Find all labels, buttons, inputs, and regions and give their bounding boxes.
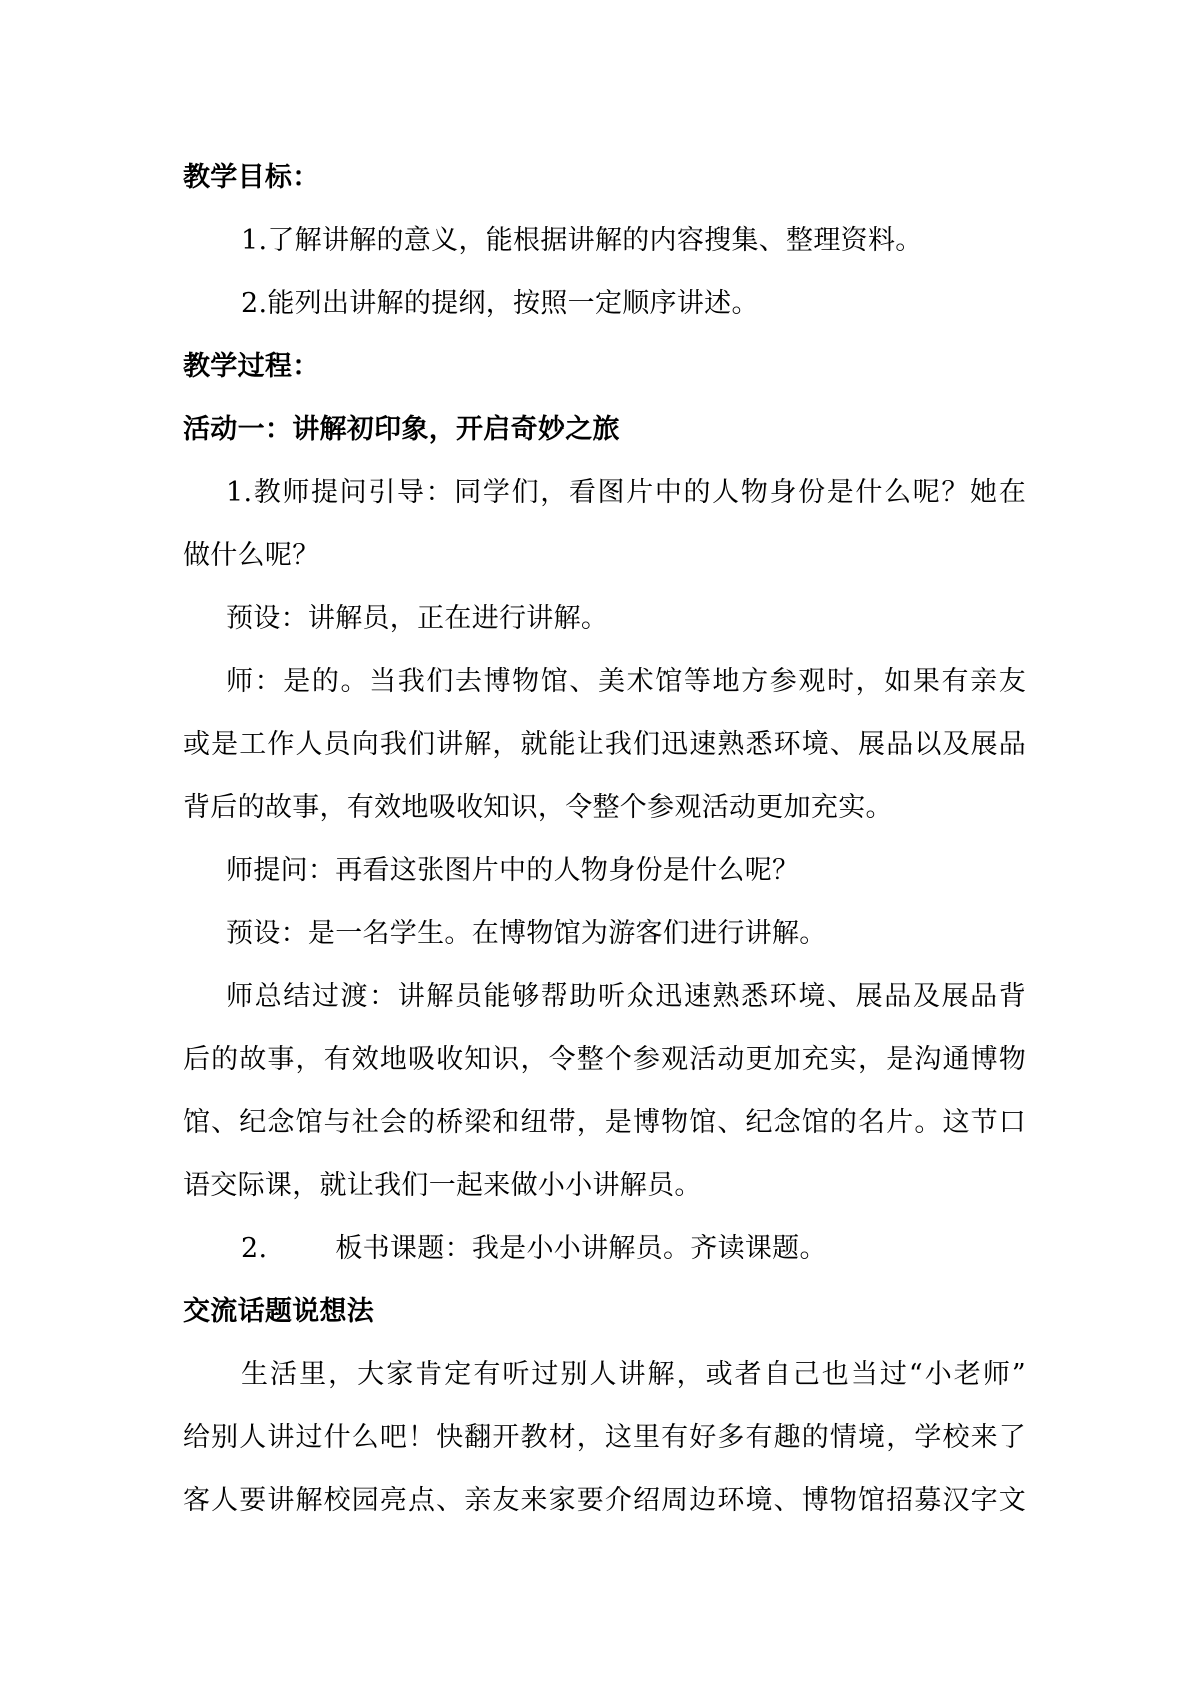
- goal-item-1: 1.了解讲解的意义，能根据讲解的内容搜集、整理资料。: [241, 225, 923, 256]
- topic-heading: 交流话题说想法: [183, 1296, 375, 1327]
- teaching-goals-heading: 教学目标：: [183, 162, 320, 193]
- summary-line-1: 师总结过渡：讲解员能够帮助听众迅速熟悉环境、展品及展品背: [226, 981, 1026, 1012]
- teacher-line-3: 背后的故事，有效地吸收知识，令整个参观活动更加充实。: [183, 792, 893, 823]
- question-line-1: 1.教师提问引导：同学们，看图片中的人物身份是什么呢？她在: [226, 477, 1026, 508]
- body-line-2: 给别人讲过什么吧！快翻开教材，这里有好多有趣的情境，学校来了: [183, 1422, 1026, 1453]
- teacher-line-1: 师：是的。当我们去博物馆、美术馆等地方参观时，如果有亲友: [226, 666, 1026, 697]
- teaching-process-heading: 教学过程：: [183, 351, 320, 382]
- summary-line-2: 后的故事，有效地吸收知识，令整个参观活动更加充实，是沟通博物: [183, 1044, 1026, 1075]
- summary-line-4: 语交际课，就让我们一起来做小小讲解员。: [183, 1170, 702, 1201]
- preset-answer-2: 预设：是一名学生。在博物馆为游客们进行讲解。: [226, 918, 827, 949]
- body-line-1: 生活里，大家肯定有听过别人讲解，或者自己也当过“小老师”: [241, 1359, 1026, 1390]
- preset-answer-1: 预设：讲解员，正在进行讲解。: [226, 603, 609, 634]
- teacher-line-2: 或是工作人员向我们讲解，就能让我们迅速熟悉环境、展品以及展品: [183, 729, 1026, 760]
- question-line-2: 做什么呢？: [183, 540, 320, 571]
- activity-one-heading: 活动一：讲解初印象，开启奇妙之旅: [183, 414, 620, 445]
- summary-line-3: 馆、纪念馆与社会的桥梁和纽带，是博物馆、纪念馆的名片。这节口: [183, 1107, 1026, 1138]
- goal-item-2: 2.能列出讲解的提纲，按照一定顺序讲述。: [241, 288, 759, 319]
- step-two-text: 板书课题：我是小小讲解员。齐读课题。: [335, 1233, 827, 1264]
- step-two-number: 2.: [241, 1233, 268, 1264]
- teacher-question-2: 师提问：再看这张图片中的人物身份是什么呢？: [226, 855, 800, 886]
- step-two: [241, 1231, 1101, 1267]
- body-line-3: 客人要讲解校园亮点、亲友来家要介绍周边环境、博物馆招募汉字文: [183, 1485, 1026, 1516]
